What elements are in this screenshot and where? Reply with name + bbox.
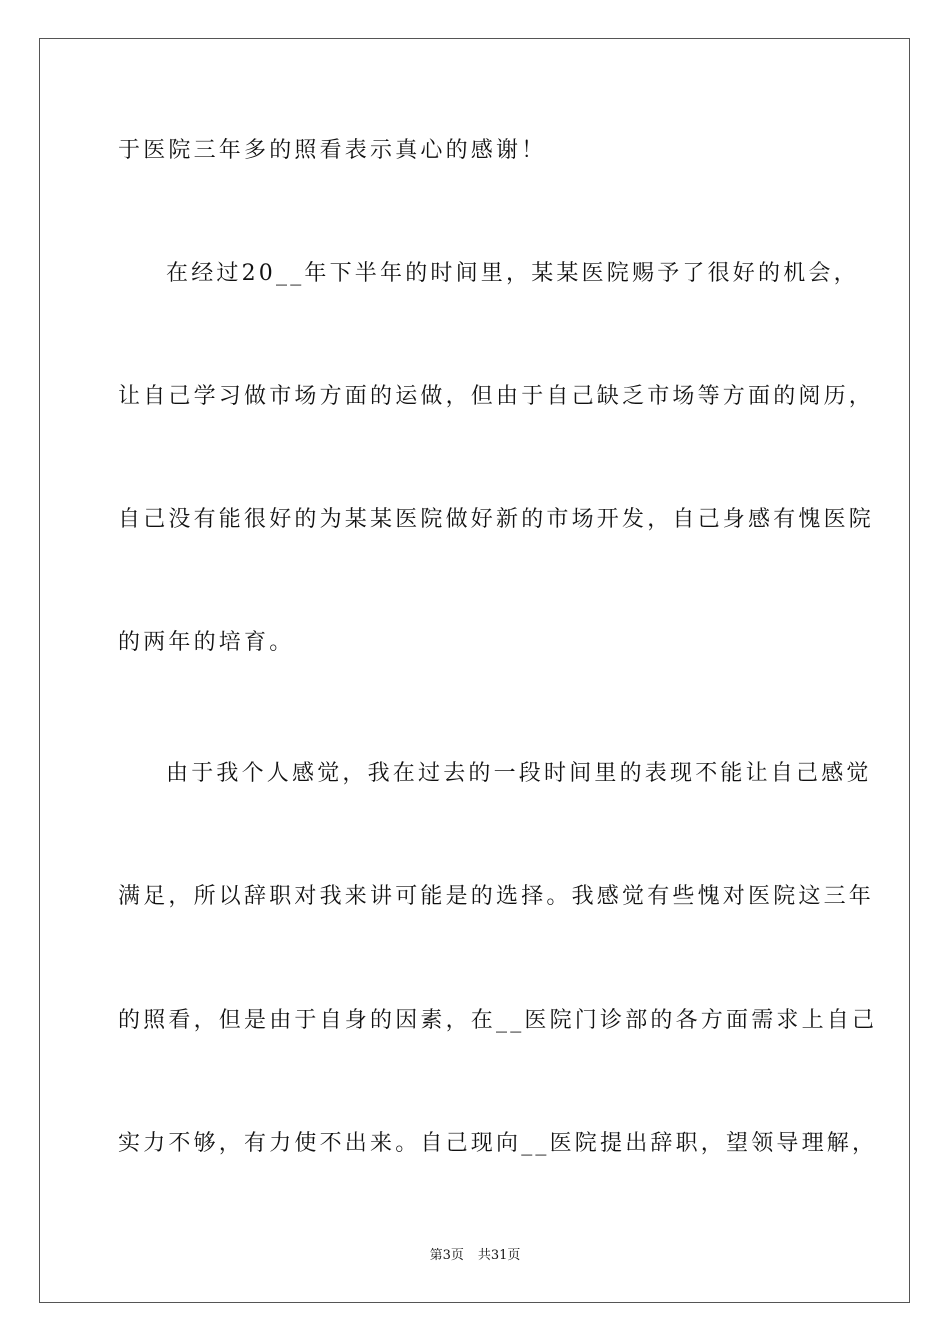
page-frame — [39, 38, 910, 1303]
paragraph-line: 在经过20__年下半年的时间里，某某医院赐予了很好的机会， — [166, 261, 859, 286]
paragraph-line: 满足，所以辞职对我来讲可能是的选择。我感觉有些愧对医院这三年 — [118, 884, 875, 909]
paragraph-line: 让自己学习做市场方面的运做，但由于自己缺乏市场等方面的阅历， — [118, 384, 875, 409]
paragraph-line: 于医院三年多的照看表示真心的感谢！ — [118, 138, 547, 163]
page-total: 共31页 — [477, 1248, 521, 1263]
paragraph-line: 的两年的培育。 — [118, 630, 295, 655]
page-number: 第3页 — [429, 1248, 464, 1263]
page-footer — [0, 1248, 950, 1264]
paragraph-line: 实力不够，有力使不出来。自己现向__医院提出辞职，望领导理解， — [118, 1131, 878, 1156]
paragraph-line: 自己没有能很好的为某某医院做好新的市场开发，自己身感有愧医院 — [118, 507, 875, 532]
paragraph-line: 的照看，但是由于自身的因素，在__医院门诊部的各方面需求上自己 — [118, 1008, 878, 1033]
paragraph-line: 由于我个人感觉，我在过去的一段时间里的表现不能让自己感觉 — [166, 761, 872, 786]
